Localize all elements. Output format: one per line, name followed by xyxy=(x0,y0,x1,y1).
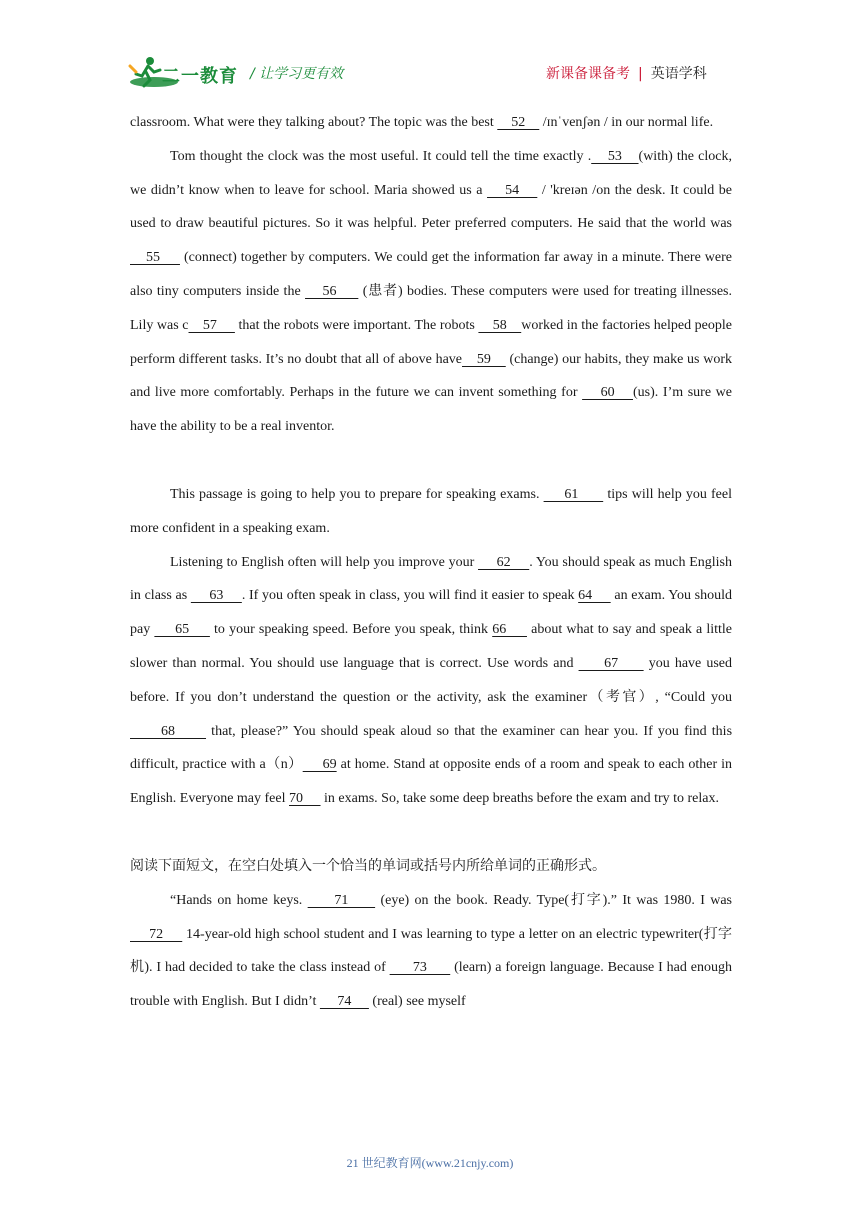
paragraph-1 xyxy=(130,106,732,140)
blank-57: 57 xyxy=(188,317,235,333)
subject-label: 英语学科 xyxy=(650,66,707,82)
text: (real) see myself xyxy=(368,994,466,1010)
text: worked in the factories helped people perform different tasks. It’s no doubt that all of above have xyxy=(130,317,732,367)
blank-73: 73 xyxy=(389,960,451,976)
blank-54: 54 xyxy=(487,182,538,198)
text: Listening to English often will help you improve your xyxy=(170,554,479,570)
text: in exams. So, take some deep breaths before the exam and try to relax. xyxy=(320,791,719,807)
blank-52: 52 xyxy=(497,115,540,130)
text: classroom. What were they talking about? The topic was the best xyxy=(130,115,498,130)
text: / 'kreɪən /on the desk. It could be used to draw beautiful pictures. So it was helpful. Peter preferred computers. He said that the world was xyxy=(130,182,733,232)
paragraph-5 xyxy=(130,884,732,1019)
text: to your speaking speed. Before you speak, think xyxy=(209,622,493,638)
slogan: / 让学习更有效 xyxy=(250,66,344,82)
blank-59: 59 xyxy=(462,351,506,367)
paragraph-2 xyxy=(130,140,732,444)
text: about what to say and speak a little slower than normal. You should use language that is correct. Use words and xyxy=(130,622,733,671)
blank-53: 53 xyxy=(591,148,639,164)
logo-text: 二一教育 xyxy=(162,66,238,87)
text: “Hands on home keys. xyxy=(170,892,308,908)
blank-71: 71 xyxy=(307,892,376,908)
paragraph-3 xyxy=(130,478,732,546)
text: (learn) a foreign language. Because I had enough trouble with English. But I didn’t xyxy=(130,960,732,1010)
blank-56: 56 xyxy=(305,283,359,299)
text: that the robots were important. The robots xyxy=(234,317,479,333)
text: tips will help you feel more confident in a speaking exam. xyxy=(130,486,732,536)
blank-66: 66 xyxy=(492,622,527,638)
spacer xyxy=(130,444,732,478)
text: (患者) bodies. These computers were used for treating illnesses. Lily was c xyxy=(130,283,732,333)
blank-67: 67 xyxy=(578,655,644,671)
text: 14-year-old high school student and I was learning to type a letter on an electric typewriter(打字机). I had decided to take the class instead of xyxy=(130,926,733,976)
blank-69: 69 xyxy=(302,757,337,773)
text: an exam. You should pay xyxy=(130,588,733,638)
instruction: 阅读下面短文，在空白处填入一个恰当的单词或括号内所给单词的正确形式。 xyxy=(130,858,606,874)
page-header xyxy=(0,0,860,100)
text: This passage is going to help you to prepare for speaking exams. xyxy=(170,486,544,502)
page-footer: 21 世纪教育网(www.21cnjy.com) xyxy=(346,1156,514,1170)
text: (us). I’m sure we have the ability to be a real inventor. xyxy=(130,385,732,435)
blank-60: 60 xyxy=(582,385,634,401)
text: (connect) together by computers. We could get the information far away in a minute. There were also tiny computers inside the xyxy=(130,250,733,299)
text: . You should speak as much English in class as xyxy=(130,554,733,604)
text: Tom thought the clock was the most useful. It could tell the time exactly . xyxy=(170,148,592,164)
header-right xyxy=(546,63,707,83)
blank-61: 61 xyxy=(543,486,604,502)
text: you have used before. If you don’t understand the question or the activity, ask the examiner（考官）, “Could you xyxy=(130,655,733,705)
blank-64: 64 xyxy=(578,588,611,604)
blank-74: 74 xyxy=(319,994,369,1010)
blank-72: 72 xyxy=(130,926,183,942)
document-body xyxy=(130,106,732,1019)
course-label: 新课备课备考 xyxy=(546,66,630,82)
blank-55: 55 xyxy=(130,250,180,266)
header-separator: | xyxy=(638,66,643,82)
text: (change) our habits, they make us work and live more comfortably. Perhaps in the future we can invent something for xyxy=(130,351,732,401)
blank-70: 70 xyxy=(289,791,321,807)
text: that, please?” You should speak aloud so that the examiner can hear you. If you find this difficult, practice with a（n） xyxy=(130,723,733,773)
text: at home. Stand at opposite ends of a room and speak to each other in English. Everyone may feel xyxy=(130,757,733,807)
paragraph-4 xyxy=(130,546,732,816)
blank-63: 63 xyxy=(190,588,242,604)
text: (eye) on the book. Ready. Type(打字).” It was 1980. I was xyxy=(375,892,732,908)
blank-58: 58 xyxy=(478,317,522,333)
text: /ɪnˈvenʃən / in our normal life. xyxy=(539,115,714,130)
text: . If you often speak in class, you will find it easier to speak xyxy=(241,588,579,604)
text: (with) the clock, we didn’t know when to leave for school. Maria showed us a xyxy=(130,148,732,198)
blank-65: 65 xyxy=(154,622,210,638)
blank-62: 62 xyxy=(478,554,530,570)
blank-68: 68 xyxy=(130,723,207,739)
spacer xyxy=(130,816,732,850)
